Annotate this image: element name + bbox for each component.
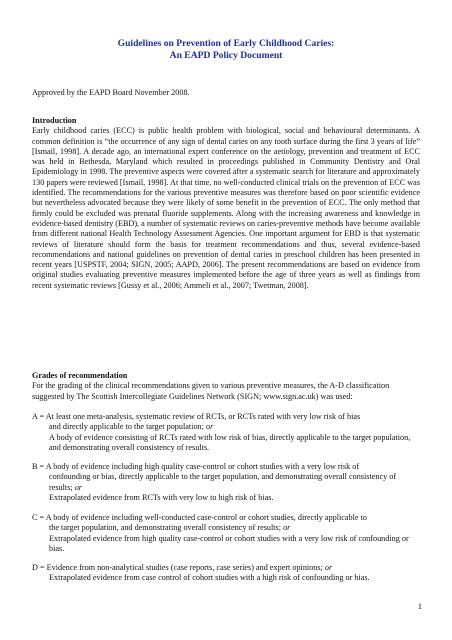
introduction-heading: Introduction: [32, 116, 77, 125]
grade-d-alternative: Extrapolated evidence from case control of cohort studies with a high risk of confounding or bias.: [49, 573, 370, 583]
grade-a-continuation: and directly applicable to the target population;: [49, 422, 204, 432]
grade-b-continuation: confounding or bias, directly applicable to the target population, and demonstrating overall consistency of results;: [49, 472, 397, 492]
grade-b-alternative: Extrapolated evidence from RCTs with very low to high risk of bias.: [49, 492, 274, 502]
grade-c: [32, 513, 420, 554]
grade-d-definition: D = Evidence from non-analytical studies (case reports, case series) and expert opinions;: [32, 563, 323, 572]
grades-intro: For the grading of the clinical recommendations given to various preventive measures, the A-D classification suggested by The Scottish Intercollegiate Guidelines Network (SIGN; www.sign.ac.uk) was used:: [32, 381, 390, 401]
grade-b: [32, 462, 420, 503]
grade-c-continuation: the target population, and demonstrating overall consistency of results;: [49, 523, 282, 533]
page-number: 1: [417, 602, 422, 611]
title-line-1: Guidelines on Prevention of Early Childhood Caries:: [117, 38, 335, 49]
grade-c-or: or: [283, 523, 291, 533]
grade-a: [32, 412, 420, 453]
grades-heading: Grades of recommendation: [32, 371, 128, 380]
grade-a-or: or: [205, 422, 214, 432]
grade-d-or: or: [324, 563, 333, 572]
grade-b-or: or: [74, 482, 82, 492]
grades-section: [32, 371, 420, 402]
introduction-body: Early childhood caries (ECC) is public health problem with biological, social and behavioural determinants. A common definition is “the occurrence of any sign of dental caries on any tooth surface during the first 3 years of life” [Ismail, 1998]. A decade ago, an international expert conference on the aetiology, prevention and treatment of ECC was held in Bethesda, Maryland which resulted in proceedings published in Community Dentistry and Oral Epidemiology in 1998. The preventive aspects were covered after a systematic search for literature and approximately 130 papers were reviewed [Ismail, 1998]. At that time, no well-conducted clinical trials on the prevention of ECC was identified. The recommendations for the various preventive measures was therefore based on poor scientific evidence but nevertheless advocated because they were likely of some benefit in the prevention of ECC. The only method that firmly could be excluded was prenatal fluoride supplements. Along with the increasing awareness and knowledge in evidence-based dentistry (EBD), a number of systematic reviews on caries-preventive methods have become available from different national Health Technology Assessment Agencies. One important argument for EBD is that systematic reviews of literature should form the basis for treatment recommendations and thus, several evidence-based recommendations and national guidelines on prevention of dental caries in preschool children has been presented in recent years [USPSTF, 2004; SIGN, 2005; AAPD, 2006]. The present recommendations are based on evidence from original studies evaluating preventive measures implemented before the age of three years as well as findings from recent systematic reviews [Gussy et al., 2006; Ammeli et al., 2007; Twetman, 2008].: [32, 126, 420, 290]
title-line-2: An EAPD Policy Document: [169, 50, 283, 61]
grade-b-definition: B = A body of evidence including high quality case-control or cohort studies with a very low risk of: [32, 462, 360, 471]
approval-note: Approved by the EAPD Board November 2008.: [32, 88, 190, 97]
grade-d: [32, 563, 420, 584]
introduction-section: [32, 116, 420, 291]
grade-c-definition: C = A body of evidence including well-conducted case-control or cohort studies, directly applicable to: [32, 513, 367, 522]
grade-a-definition: A = At least one meta-analysis, systematic review of RCTs, or RCTs rated with very low risk of bias: [32, 412, 361, 421]
document-title: [60, 38, 392, 62]
grade-c-alternative: Extrapolated evidence from high quality case-control or cohort studies with a very low risk of confounding or bias.: [49, 533, 409, 553]
grade-a-alternative: A body of evidence consisting of RCTs rated with low risk of bias, directly applicable to the target population, and demonstrating overall consistency of results.: [49, 432, 411, 452]
